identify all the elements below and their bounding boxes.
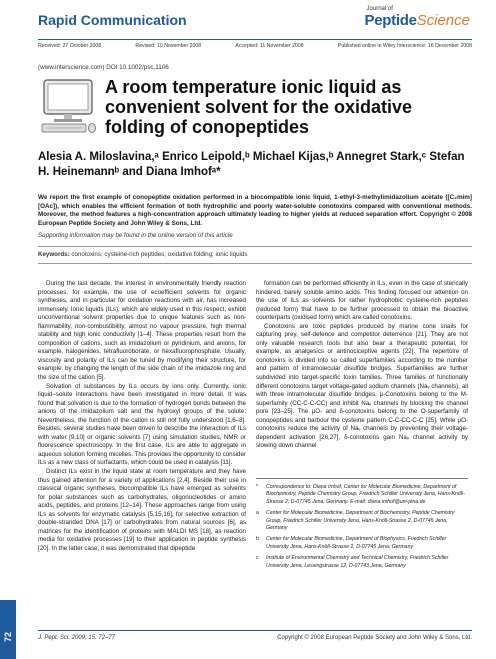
keywords-line bbox=[38, 251, 472, 258]
accepted-date: Accepted: 11 November 2008 bbox=[235, 43, 304, 49]
footnote-mark: * bbox=[256, 484, 259, 490]
footer-rule bbox=[38, 630, 472, 631]
computer-icon bbox=[40, 78, 98, 134]
paragraph: Solvation of substances by ILs occurs by ions only. Currently, ionic liquid–solute interactions have been investigated in more detail. It was found that solvation is due to the formation of hydrogen bonds between the anions of the imidazolium salt and the hydroxyl groups of the solute. Nevertheless, the function of the cation is still not fully understood [1,6–8]. Besides, several studies have been driven to describe the interaction of ILs with water [9,10] or organic solvents [7] using simulation studies, NMR or fluorescence spectroscopy. In the first case, ILs are able to aggregate in aqueous solution forming micelles. This provides the opportunity to consider ILs as a new class of surfactants, which could be used in catalysis [11]. bbox=[38, 382, 246, 467]
supporting-info: Supporting information may be found in the online version of this article bbox=[38, 232, 233, 239]
journal-logo bbox=[365, 6, 470, 30]
paragraph: During the last decade, the interest in environmentally friendly reaction processes, for example, the use of ecoefficient solvents for organic syntheses, and in particular for oxidation reactions with air, has increased immensely. Ionic liquids (ILs), which are widely used in this respect, exhibit unconventional solvent properties due to unique features such as non-flammability, non-combustibility, almost no vapour pressure, high thermal stability and high ionic conductivity [1–4]. These properties result from the composition of cations, such as imidazolium or pyridinium, and anions, for example, halogenides, tetrafluoroborate, or hexafluorophosphate. Usually, viscosity and polarity of ILs can be tuned by modifying their structure, for example, by changing the length of the side chain of the imidazole ring and the size of the cation [5]. bbox=[38, 280, 246, 382]
footnote-text: Institute of Environmental Chemistry and Technical Chemistry, Friedrich Schiller University Jena, Lessingstrasse 12, D-07743 Jena, Germany bbox=[266, 555, 449, 569]
footer-copyright: Copyright © 2008 European Peptide Society and John Wiley & Sons, Ltd. bbox=[277, 635, 472, 641]
footnote-rule bbox=[256, 478, 468, 479]
journal-peptide-label: Peptide bbox=[364, 12, 417, 29]
footnote-item bbox=[256, 536, 468, 551]
footnote-text: Correspondence to: Diana Imhof, Center for Molecular Biomedicine, Department of Biochemistry, Peptide Chemistry Group, Friedrich Schiller University Jena, Hans-Knöll-Strasse 2, D-07745 Jena, Germany. E-mail: diana.imhof@uni-jena.de bbox=[266, 484, 465, 505]
footnote-text: Center for Molecular Biomedicine, Department of Biophysics, Friedrich Schiller University Jena, Hans-Knöll-Strasse 2, D-07745 Jena, Germany bbox=[266, 536, 447, 550]
paragraph: formation can be performed efficiently in ILs, even in the case of sterically hindered, barely soluble amino acids. This finding focused our attention on the use of ILs as solvents for rather hydrophobic cysteine-rich peptides (reduced form) that have to be further processed to obtain the bioactive counterparts (oxidised form) which are called conotoxins. bbox=[256, 280, 468, 322]
keywords-label: Keywords: bbox=[38, 251, 70, 258]
page-number: 72 bbox=[3, 632, 13, 643]
paragraph: Distinct ILs exist in the liquid state at room temperature and they have thus gained attention for a variety of applications [2,4]. Beside their use in classical organic syntheses, biocompatible ILs have emerged as solvents for polar substances such as carbohydrates, oligonucleotides or amino acids, peptides, and proteins [12–14]. These approaches range from using ILs as solvents for enzymatic catalysis [5,15,16], for selective extraction of double-stranded DNA [17] or carbohydrates from natural sources [6], as matrices for the identification of proteins with MALDI MS [18], as reaction media for oxidative processes [19] to their application in peptide synthesis [20]. In the latter case, it was demonstrated that dipeptide bbox=[38, 468, 246, 552]
article-title: A room temperature ionic liquid as convenient solvent for the oxidative folding of conopeptides bbox=[105, 77, 413, 137]
keyword-rule-bottom bbox=[38, 263, 472, 264]
footnote-mark: b bbox=[256, 536, 259, 543]
keywords-text: conotoxins; cysteine-rich peptides; oxidative folding; ionic liquids bbox=[71, 251, 248, 258]
revised-date: Revised: 10 November 2008 bbox=[135, 43, 202, 49]
abstract: We report the first example of conopeptide oxidation performed in a biocompatible ionic liquid, 1-ethyl-3-methylimidazolium acetate ([C₂mim][OAc]), which enables the efficient formation of both hydrophilic and poorly water-soluble conotoxins compared with conventional methods. Moreover, the method features a high-concentration approach ultimately leading to higher yields at reduced separation effort. Copyright © 2008 European Peptide Society and John Wiley & Sons, Ltd. bbox=[38, 194, 472, 227]
footnote-text: Center for Molecular Biomedicine, Department of Biochemistry, Peptide Chemistry Group, Friedrich Schiller University Jena, Hans-Knöll-Strasse 2, D-07745 Jena, Germany bbox=[266, 510, 455, 532]
footnote-item bbox=[256, 555, 468, 570]
header-rule bbox=[38, 39, 472, 40]
footnote-mark: a bbox=[256, 510, 259, 517]
footer-citation: J. Pept. Sci. 2009; 15: 72–77 bbox=[38, 635, 116, 641]
footnotes bbox=[256, 484, 468, 574]
section-title: Rapid Communication bbox=[38, 12, 187, 28]
footnote-item bbox=[256, 484, 468, 506]
journal-science-label: Science bbox=[416, 12, 470, 29]
journal-of-label: Journal of bbox=[366, 6, 393, 12]
keyword-rule-top bbox=[38, 246, 472, 247]
dates-line bbox=[38, 43, 472, 49]
body-column-right bbox=[256, 280, 468, 451]
paragraph: Conotoxins are toxic peptides produced by marine cone snails for capturing prey, self-defence and competitor deterrence [21]. They are not only valuable research tools but also bear a therapeutic potential, for example, as analgesics or antinociceptive agents [22]. The repertoire of conotoxins is divided into so called superfamilies according to the number and pattern of intramolecular disulfide bridges. Superfamilies are further subdivided into target-specific toxin families. Three families of functionally different conotoxins target voltage-gated sodium channels (Naᵥ channels), all with three intramolecular disulfide bridges. μ-Conotoxins belong to the M-superfamily (CC-C-C-CC) and inhibit Naᵥ channels by blocking the channel pore [23–25]. The μO- and δ-conotoxins belong to the O-superfamily of conopeptides and harbour the cysteine pattern C-C-CC-C-C [25]. While μO-conotoxins reduce the activity of Naᵥ channels by preventing their voltage-dependent activation [26,27], δ-conotoxins gain Naᵥ channel activity by slowing down channel bbox=[256, 322, 468, 450]
published-date: Published online in Wiley Interscience: 16 December 2008 bbox=[337, 43, 472, 49]
doi-line: (www.interscience.com) DOI 10.1002/psc.1106 bbox=[38, 64, 169, 71]
author-list: Alesia A. Miloslavina,ᵃ Enrico Leipold,ᵇ Michael Kijas,ᵇ Annegret Stark,ᶜ Stefan H. Heinemannᵇ and Diana Imhofᵃ* bbox=[38, 151, 465, 178]
footnote-item bbox=[256, 510, 468, 532]
footnote-mark: c bbox=[256, 555, 259, 562]
body-column-left bbox=[38, 280, 246, 554]
received-date: Received: 27 October 2008 bbox=[38, 43, 102, 49]
